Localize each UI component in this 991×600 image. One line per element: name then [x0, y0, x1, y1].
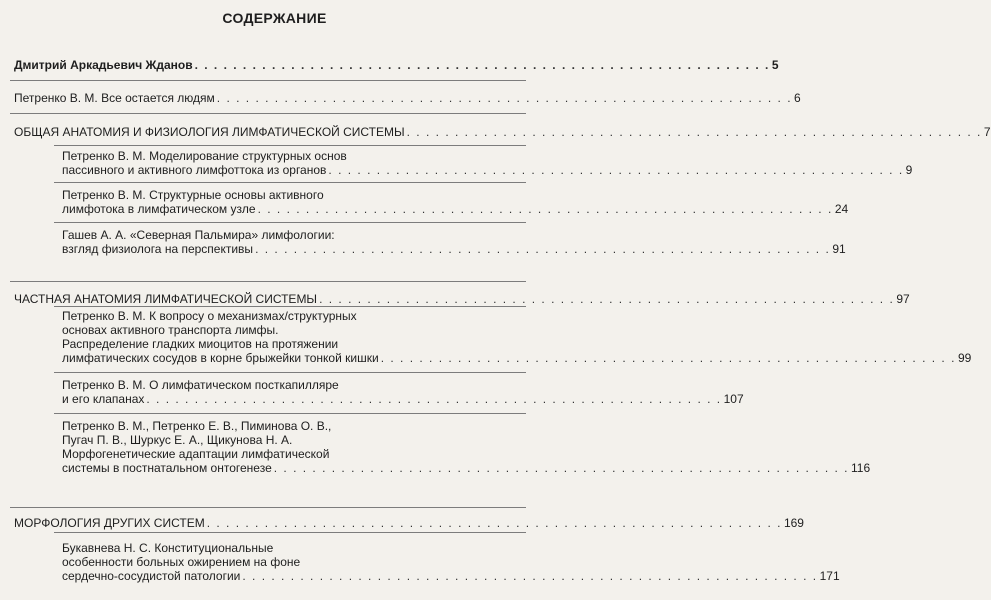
toc-page-number: 5: [771, 58, 779, 72]
toc-entry: [62, 149, 913, 177]
toc-entry-text: Петренко В. М. Структурные основы активного: [62, 188, 324, 202]
toc-entry: [62, 419, 871, 475]
toc-entry: [62, 309, 972, 365]
divider: [54, 532, 526, 533]
toc-section-entry: [14, 292, 910, 306]
leader-dots: . . . . . . . . . . . . . . . . . . . . . . . . . . . . . . . . . . . . . . . . . . . . . . . . . . . . . . . . . . . .: [206, 516, 782, 530]
divider: [10, 113, 526, 114]
leader-dots: . . . . . . . . . . . . . . . . . . . . . . . . . . . . . . . . . . . . . . . . . . . . . . . . . . . . . . . . . . . .: [255, 242, 831, 256]
toc-entry: [14, 58, 779, 72]
toc-page-number: 107: [723, 392, 744, 406]
divider: [10, 507, 526, 508]
leader-dots: . . . . . . . . . . . . . . . . . . . . . . . . . . . . . . . . . . . . . . . . . . . . . . . . . . . . . . . . . . . .: [257, 202, 833, 216]
toc-page-number: 171: [819, 569, 840, 583]
toc-page-number: 24: [834, 202, 849, 216]
divider: [54, 413, 526, 414]
toc-section-title: ЧАСТНАЯ АНАТОМИЯ ЛИМФАТИЧЕСКОЙ СИСТЕМЫ: [14, 292, 318, 306]
toc-section-entry: [14, 125, 991, 139]
toc-entry-text: особенности больных ожирением на фоне: [62, 555, 301, 569]
toc-entry-text: Распределение гладких миоцитов на протяжении: [62, 337, 339, 351]
toc-page-number: 9: [905, 163, 913, 177]
toc-entry-text: Петренко В. М. К вопросу о механизмах/структурных: [62, 309, 357, 323]
leader-dots: . . . . . . . . . . . . . . . . . . . . . . . . . . . . . . . . . . . . . . . . . . . . . . . . . . . . . . . . . . . .: [406, 125, 982, 139]
toc-section-entry: [14, 516, 804, 530]
leader-dots: . . . . . . . . . . . . . . . . . . . . . . . . . . . . . . . . . . . . . . . . . . . . . . . . . . . . . . . . . . . .: [194, 58, 770, 72]
toc-entry-text: Петренко В. М., Петренко Е. В., Пиминова О. В.,: [62, 419, 332, 433]
toc-page-number: 7: [983, 125, 991, 139]
page-title: СОДЕРЖАНИЕ: [222, 10, 327, 26]
toc-page-number: 99: [957, 351, 972, 365]
toc-entry-text: лимфатических сосудов в корне брыжейки тонкой кишки: [62, 351, 379, 365]
toc-entry-text: пассивного и активного лимфоттока из органов: [62, 163, 327, 177]
toc-entry-text: Морфогенетические адаптации лимфатической: [62, 447, 330, 461]
divider: [54, 222, 526, 223]
toc-entry-text: системы в постнатальном онтогенезе: [62, 461, 272, 475]
toc-section-title: ОБЩАЯ АНАТОМИЯ И ФИЗИОЛОГИЯ ЛИМФАТИЧЕСКОЙ СИСТЕМЫ: [14, 125, 405, 139]
leader-dots: . . . . . . . . . . . . . . . . . . . . . . . . . . . . . . . . . . . . . . . . . . . . . . . . . . . . . . . . . . . .: [242, 569, 818, 583]
toc-entry-text: Петренко В. М. Моделирование структурных основ: [62, 149, 347, 163]
toc-page-number: 116: [851, 461, 871, 475]
leader-dots: . . . . . . . . . . . . . . . . . . . . . . . . . . . . . . . . . . . . . . . . . . . . . . . . . . . . . . . . . . . .: [380, 351, 956, 365]
leader-dots: . . . . . . . . . . . . . . . . . . . . . . . . . . . . . . . . . . . . . . . . . . . . . . . . . . . . . . . . . . . .: [319, 292, 895, 306]
toc-page-number: 97: [896, 292, 910, 306]
toc-entry-text: Гашев А. А. «Северная Пальмира» лимфологии:: [62, 228, 335, 242]
toc-entry-text: Пугач П. В., Шуркус Е. А., Щикунова Н. А.: [62, 433, 293, 447]
toc-entry: [62, 378, 744, 406]
leader-dots: . . . . . . . . . . . . . . . . . . . . . . . . . . . . . . . . . . . . . . . . . . . . . . . . . . . . . . . . . . . .: [146, 392, 722, 406]
toc-entry: [14, 91, 801, 105]
toc-entry-text: взгляд физиолога на перспективы: [62, 242, 254, 256]
toc-entry: [62, 228, 846, 256]
toc-page-number: 6: [794, 91, 801, 105]
toc-page-number: 169: [783, 516, 804, 530]
toc-entry-text: лимфотока в лимфатическом узле: [62, 202, 256, 216]
toc-entry-text: основах активного транспорта лимфы.: [62, 323, 279, 337]
toc-entry-text: сердечно-сосудистой патологии: [62, 569, 241, 583]
toc-entry-text: Петренко В. М. О лимфатическом посткапилляре: [62, 378, 339, 392]
divider: [54, 145, 526, 146]
divider: [54, 306, 526, 307]
divider: [54, 372, 526, 373]
toc-entry: [62, 541, 840, 583]
toc-entry-text: Букавнева Н. С. Конституциональные: [62, 541, 274, 555]
leader-dots: . . . . . . . . . . . . . . . . . . . . . . . . . . . . . . . . . . . . . . . . . . . . . . . . . . . . . . . . . . . .: [216, 91, 793, 105]
toc-entry-text: Дмитрий Аркадьевич Жданов: [14, 58, 193, 72]
leader-dots: . . . . . . . . . . . . . . . . . . . . . . . . . . . . . . . . . . . . . . . . . . . . . . . . . . . . . . . . . . . .: [273, 461, 849, 475]
divider: [10, 281, 526, 282]
toc-page-number: 91: [832, 242, 846, 256]
toc-section-title: МОРФОЛОГИЯ ДРУГИХ СИСТЕМ: [14, 516, 205, 530]
toc-entry-text: Петренко В. М. Все остается людям: [14, 91, 215, 105]
toc-entry-text: и его клапанах: [62, 392, 145, 406]
toc-entry: [62, 188, 849, 216]
divider: [10, 80, 526, 81]
divider: [54, 182, 526, 183]
leader-dots: . . . . . . . . . . . . . . . . . . . . . . . . . . . . . . . . . . . . . . . . . . . . . . . . . . . . . . . . . . . .: [328, 163, 904, 177]
